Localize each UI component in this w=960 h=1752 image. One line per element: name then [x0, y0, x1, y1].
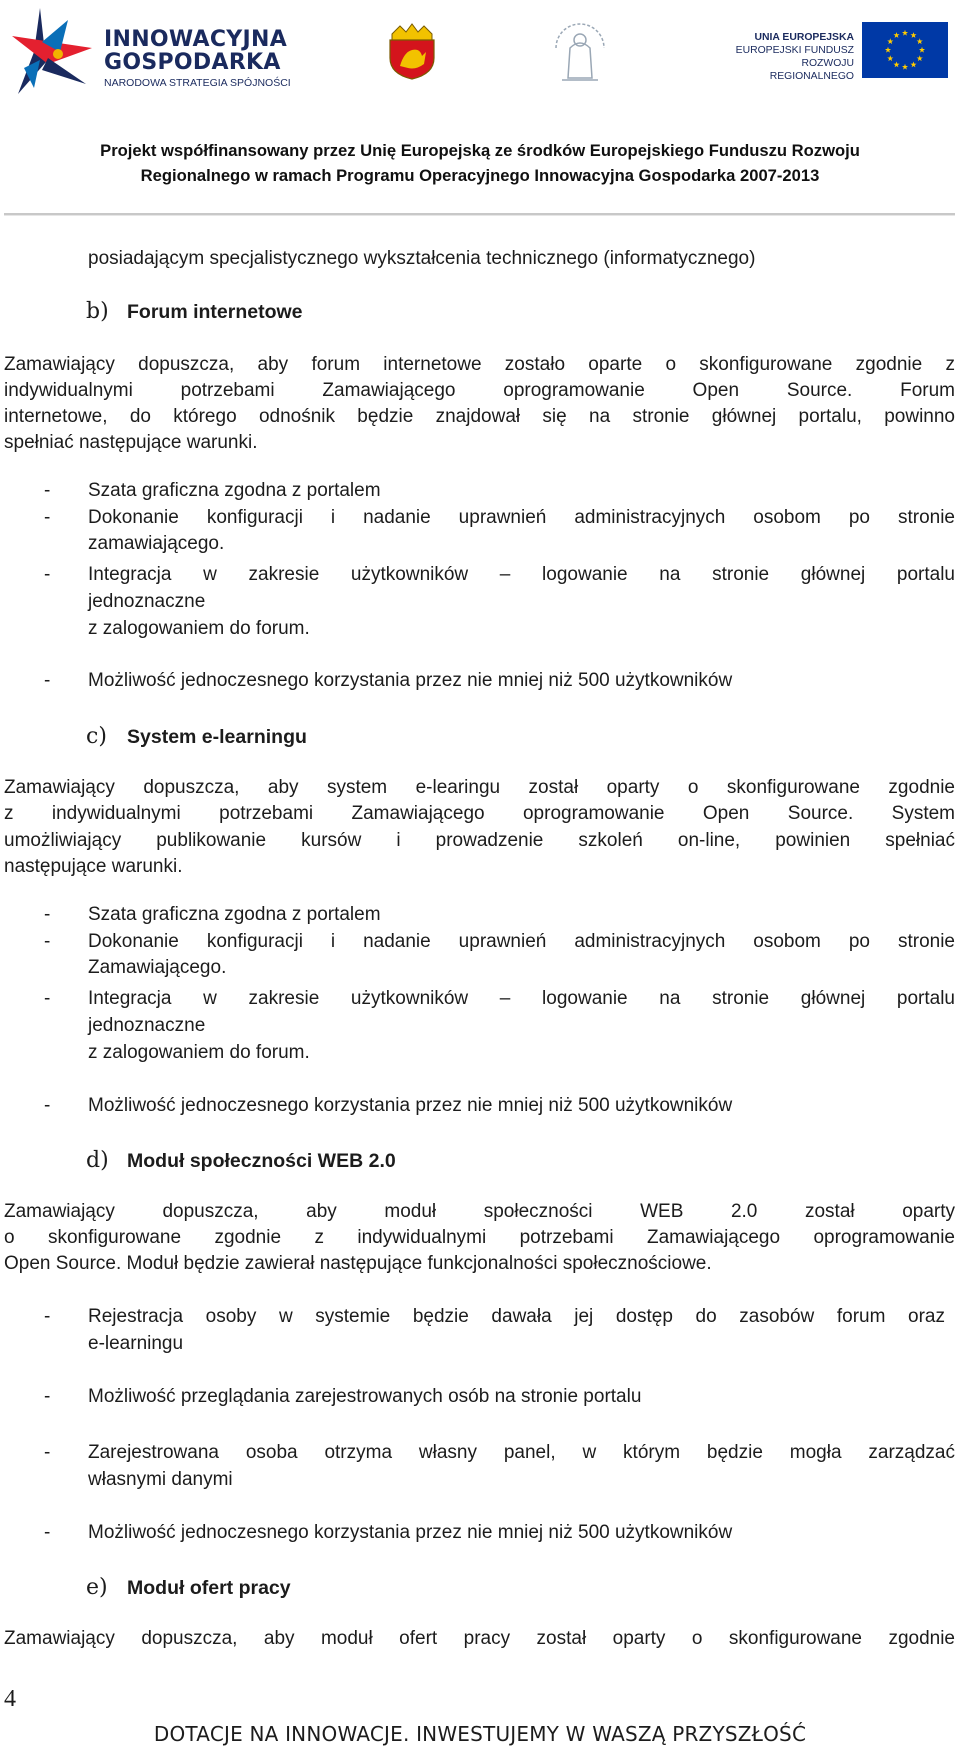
section-d-letter: d)	[86, 1148, 109, 1173]
list-item: Szata graficzna zgodna z portalem	[88, 480, 381, 501]
list-item: Dokonanie konfiguracji i nadanie uprawnień administracyjnych osobom po stronie	[88, 931, 955, 952]
list-bullet: -	[44, 480, 51, 501]
list-bullet: -	[44, 1306, 51, 1327]
list-bullet: -	[44, 1442, 51, 1463]
section-c-paragraph-line: następujące warunki.	[4, 856, 183, 877]
list-item-continuation: e-learningu	[88, 1333, 184, 1354]
section-b-paragraph-line: indywidualnymi potrzebami Zamawiającego oprogramowanie Open Source. Forum	[4, 380, 955, 401]
page-header	[0, 0, 960, 185]
list-bullet: -	[44, 1095, 51, 1116]
list-item: Możliwość przeglądania zarejestrowanych osób na stronie portalu	[88, 1386, 642, 1407]
section-c-paragraph-line: Zamawiający dopuszcza, aby system e-learingu został oparty o skonfigurowane zgodnie	[4, 777, 955, 798]
eu-flag-icon	[862, 22, 948, 78]
crest-icon	[386, 22, 438, 80]
list-item: Integracja w zakresie użytkowników – logowanie na stronie głównej portalu	[88, 564, 955, 585]
list-bullet: -	[44, 670, 51, 691]
ig-title-line2: GOSPODARKA	[104, 50, 281, 75]
list-item: Możliwość jednoczesnego korzystania przez nie mniej niż 500 użytkowników	[88, 1095, 733, 1116]
section-b-title: Forum internetowe	[127, 301, 303, 323]
eu-fund-logo	[716, 22, 956, 82]
list-bullet: -	[44, 904, 51, 925]
list-item-continuation: Zamawiającego.	[88, 957, 227, 978]
list-item: Szata graficzna zgodna z portalem	[88, 904, 381, 925]
section-b-paragraph-line: Zamawiający dopuszcza, aby forum internetowe zostało oparte o skonfigurowane zgodnie z	[4, 354, 955, 375]
project-cofinancing-line2: Regionalnego w ramach Programu Operacyjnego Innowacyjna Gospodarka 2007-2013	[140, 166, 820, 185]
section-d-paragraph-line: Zamawiający dopuszcza, aby moduł społeczności WEB 2.0 został oparty	[4, 1201, 955, 1222]
section-c-letter: c)	[86, 724, 107, 749]
list-item-continuation: z zalogowaniem do forum.	[88, 618, 310, 639]
ig-title-line1: INNOWACYJNA	[104, 27, 288, 52]
ig-subtitle: NARODOWA STRATEGIA SPÓJNOŚCI	[104, 77, 291, 89]
section-c-paragraph-line: umożliwiający publikowanie kursów i prowadzenie szkoleń on-line, powinien spełniać	[4, 830, 955, 851]
list-bullet: -	[44, 931, 51, 952]
header-divider	[4, 213, 955, 216]
footer-slogan: DOTACJE NA INNOWACJE. INWESTUJEMY W WASZĄ PRZYSZŁOŚĆ	[153, 1722, 807, 1746]
list-item: Dokonanie konfiguracji i nadanie uprawnień administracyjnych osobom po stronie	[88, 507, 955, 528]
list-bullet: -	[44, 564, 51, 585]
section-e-paragraph-line: Zamawiający dopuszcza, aby moduł ofert pracy został oparty o skonfigurowane zgodnie	[4, 1628, 955, 1649]
list-item-continuation: z zalogowaniem do forum.	[88, 1042, 310, 1063]
list-item: Możliwość jednoczesnego korzystania przez nie mniej niż 500 użytkowników	[88, 670, 733, 691]
eu-logo-line1: UNIA EUROPEJSKA	[754, 32, 854, 43]
list-item: Integracja w zakresie użytkowników – logowanie na stronie głównej portalu	[88, 988, 955, 1009]
eu-logo-line2: EUROPEJSKI FUNDUSZ	[735, 45, 854, 56]
list-bullet: -	[44, 1386, 51, 1407]
page-number: 4	[4, 1686, 16, 1712]
section-c-title: System e-learningu	[127, 726, 307, 748]
intro-line: posiadającym specjalistycznego wykształcenia technicznego (informatycznego)	[88, 248, 756, 269]
section-e-title: Moduł ofert pracy	[127, 1577, 291, 1599]
project-cofinancing-line1: Projekt współfinansowany przez Unię Europejską ze środków Europejskiego Funduszu Rozwoju	[100, 141, 860, 160]
list-bullet: -	[44, 507, 51, 528]
list-bullet: -	[44, 1522, 51, 1543]
section-b-paragraph-line: spełniać następujące warunki.	[4, 432, 258, 453]
section-d-paragraph-line: Open Source. Moduł będzie zawierał następujące funkcjonalności społecznościowe.	[4, 1253, 712, 1274]
section-b-paragraph-line: internetowe, do którego odnośnik będzie znajdował się na stronie głównej portalu, powinno	[4, 406, 955, 427]
section-b-letter: b)	[86, 299, 109, 324]
foundation-emblem-icon	[548, 18, 612, 84]
foundation-logo	[548, 18, 612, 84]
list-item: Zarejestrowana osoba otrzyma własny panel, w którym będzie mogła zarządzać	[88, 1442, 955, 1463]
list-item: Możliwość jednoczesnego korzystania przez nie mniej niż 500 użytkowników	[88, 1522, 733, 1543]
list-item-continuation: jednoznaczne	[88, 1015, 206, 1036]
innowacyjna-gospodarka-logo	[12, 8, 292, 94]
list-bullet: -	[44, 988, 51, 1009]
city-crest-logo	[386, 22, 438, 80]
list-item-continuation: jednoznaczne	[88, 591, 206, 612]
list-item: Rejestracja osoby w systemie będzie dawała jej dostęp do zasobów forum oraz	[88, 1306, 945, 1327]
ig-star-icon	[12, 8, 92, 94]
list-item-continuation: własnymi danymi	[88, 1469, 233, 1490]
section-d-title: Moduł społeczności WEB 2.0	[127, 1150, 396, 1172]
section-c-paragraph-line: z indywidualnymi potrzebami Zamawiającego oprogramowanie Open Source. System	[4, 803, 955, 824]
eu-logo-line3: ROZWOJU REGIONALNEGO	[769, 58, 854, 82]
list-item-continuation: zamawiającego.	[88, 533, 225, 554]
section-e-letter: e)	[86, 1575, 108, 1600]
section-d-paragraph-line: o skonfigurowane zgodnie z indywidualnymi potrzebami Zamawiającego oprogramowanie	[4, 1227, 955, 1248]
